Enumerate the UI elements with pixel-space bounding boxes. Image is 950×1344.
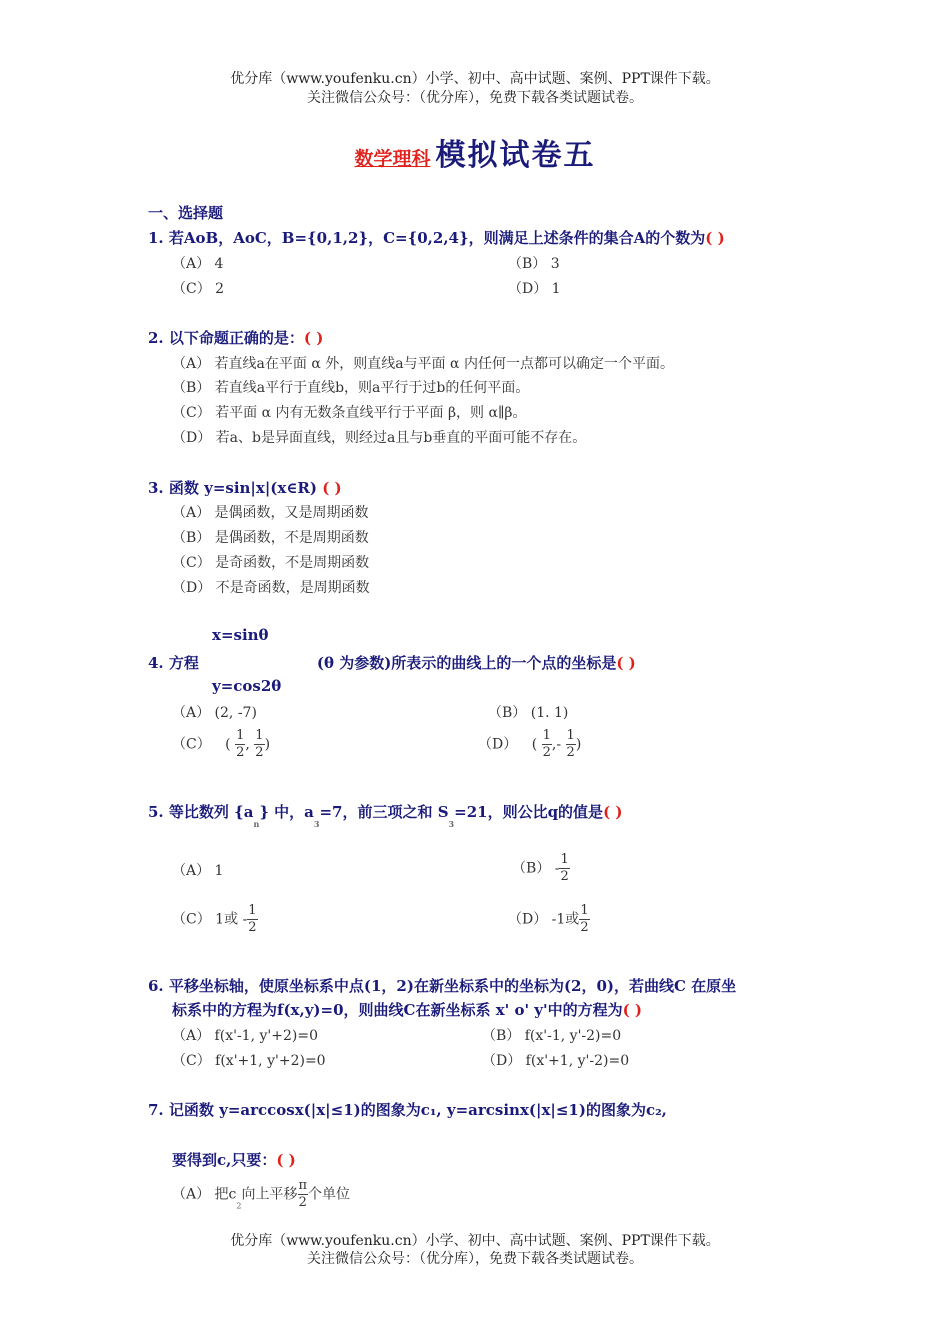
q2-option-c: （C） 若平面 α 内有无数条直线平行于平面 β，则 α∥β。 [172, 405, 527, 421]
q4-d-label: （D） [478, 736, 518, 753]
header-line-2: 关注微信公众号：（优分库），免费下载各类试题试卷。 [307, 90, 643, 106]
question-4 [148, 652, 636, 673]
q3-option-c: （C） 是奇函数，不是周期函数 [172, 555, 370, 571]
q4-option-c [172, 728, 270, 761]
q7-a-mid: 向上平移 [241, 1186, 298, 1203]
q3-stem: 3. 函数 y=sin|x|(x∈R) [148, 479, 317, 497]
q4-stem-b: (θ 为参数)所表示的曲线上的一个点的坐标是 [316, 654, 617, 672]
q5-stem-d: =21，则公比q的值是 [454, 803, 604, 821]
fraction [247, 903, 257, 936]
answer-blank: ( ) [276, 1151, 296, 1169]
subscript-3: 3 [448, 819, 455, 829]
answer-blank: ( ) [322, 479, 342, 497]
denominator: 2 [255, 745, 264, 760]
numerator: 1 [248, 903, 257, 918]
q7-a-post: 个单位 [308, 1186, 351, 1203]
denominator: 2 [236, 745, 245, 760]
fraction [542, 728, 552, 761]
q6-option-d: （D） f(x'+1, y'-2)=0 [482, 1053, 630, 1069]
subscript-3: 3 [313, 819, 320, 829]
answer-blank: ( ) [616, 654, 636, 672]
comma: , [551, 736, 557, 753]
numerator: π [298, 1178, 308, 1193]
title-main: 模拟试卷五 [435, 138, 596, 173]
q5-d-label: （D） -1或 [508, 911, 580, 928]
question-7-line-1: 7. 记函数 y=arccosx(|x|≤1)的图象为c₁, y=arcsinx(|x|≤1)的图象为c₂, [148, 1101, 667, 1119]
fraction [579, 903, 589, 936]
question-5 [148, 801, 622, 829]
q4-option-d [478, 728, 581, 761]
q5-stem-a: 5. 等比数列 {a [148, 803, 254, 821]
q5-option-c [172, 903, 258, 936]
denominator: 2 [560, 869, 569, 884]
minus-sign: - [556, 736, 562, 753]
q2-option-d: （D） 若a、b是异面直线，则经过a且与b垂直的平面可能不存在。 [172, 430, 587, 446]
numerator: 1 [560, 852, 569, 867]
footer-line-1: 优分库（www.youfenku.cn）小学、初中、高中试题、案例、PPT课件下载。 [230, 1233, 720, 1249]
q5-stem-c: =7，前三项之和 S [319, 803, 449, 821]
q5-option-a: （A） 1 [172, 863, 224, 879]
fraction [235, 728, 245, 761]
q5-c-label: （C） 1或 - [172, 911, 248, 928]
denominator: 2 [566, 745, 575, 760]
question-3 [148, 477, 342, 498]
q2-option-a: （A） 若直线a在平面 α 外，则直线a与平面 α 内任何一点都可以确定一个平面。 [172, 356, 674, 372]
answer-blank: ( ) [603, 803, 623, 821]
question-2 [148, 327, 323, 348]
q2-option-b: （B） 若直线a平行于直线b，则a平行于过b的任何平面。 [172, 380, 530, 396]
answer-blank: ( ) [303, 329, 324, 347]
denominator: 2 [298, 1195, 307, 1210]
fraction [254, 728, 264, 761]
q1-option-a: （A） 4 [172, 256, 224, 272]
q5-option-b [512, 852, 570, 885]
numerator: 1 [566, 728, 575, 743]
q1-option-d: （D） 1 [508, 281, 561, 297]
header-line-1: 优分库（www.youfenku.cn）小学、初中、高中试题、案例、PPT课件下载。 [230, 71, 720, 87]
q4-option-a: （A） (2, -7) [172, 705, 257, 721]
comma: , [245, 736, 250, 753]
numerator: 1 [255, 728, 264, 743]
q7-a-pre: （A） 把c [172, 1186, 237, 1203]
question-6-line-2 [172, 999, 642, 1020]
numerator: 1 [542, 728, 551, 743]
q6-option-c: （C） f(x'+1, y'+2)=0 [172, 1053, 326, 1069]
q2-stem: 2. 以下命题正确的是： [148, 329, 304, 347]
subscript-2: 2 [236, 1201, 242, 1211]
paren-left: ( [531, 736, 538, 753]
denominator: 2 [542, 745, 551, 760]
numerator: 1 [236, 728, 245, 743]
q3-option-b: （B） 是偶函数，不是周期函数 [172, 530, 369, 546]
q7-option-a [172, 1178, 350, 1211]
fraction [559, 852, 569, 885]
q7-stem-2: 要得到c,只要： [172, 1151, 277, 1169]
q3-option-a: （A） 是偶函数，又是周期函数 [172, 505, 369, 521]
section-heading: 一、选择题 [148, 204, 224, 222]
numerator: 1 [580, 903, 589, 918]
q1-stem: 1. 若AoB，AoC，B={0,1,2}，C={0,2,4}，则满足上述条件的集合A的个数为 [148, 229, 706, 247]
q4-stem-a: 4. 方程 [148, 654, 199, 672]
fraction [298, 1178, 309, 1211]
question-1 [148, 227, 725, 248]
denominator: 2 [580, 920, 589, 935]
answer-blank: ( ) [622, 1001, 643, 1019]
q6-stem-2: 标系中的方程为f(x,y)=0，则曲线C在新坐标系 x' o' y'中的方程为 [172, 1001, 623, 1019]
q1-option-c: （C） 2 [172, 281, 225, 297]
title-subject: 数学理科 [354, 148, 431, 170]
q4-c-label: （C） [172, 736, 211, 753]
paren-right: ) [264, 736, 271, 753]
paren-right: ) [575, 736, 582, 753]
paren-left: ( [225, 736, 231, 753]
denominator: 2 [248, 920, 257, 935]
q4-equation-y: y=cos2θ [212, 677, 282, 695]
question-6-line-1: 6. 平移坐标轴，使原坐标系中点(1，2)在新坐标系中的坐标为(2，0)，若曲线C 在原坐 [148, 977, 737, 995]
q6-option-b: （B） f(x'-1, y'-2)=0 [482, 1028, 622, 1044]
page-title [0, 130, 950, 174]
q6-option-a: （A） f(x'-1, y'+2)=0 [172, 1028, 318, 1044]
q4-option-b: （B） (1. 1) [488, 705, 569, 721]
answer-blank: ( ) [705, 229, 725, 247]
fraction [566, 728, 576, 761]
q4-equation-x: x=sinθ [212, 626, 269, 644]
q5-option-d [508, 903, 590, 936]
q5-b-label: （B） - [512, 860, 560, 877]
q3-option-d: （D） 不是奇函数，是周期函数 [172, 580, 370, 596]
q5-stem-b: } 中，a [259, 803, 314, 821]
subscript-n: n [253, 819, 260, 829]
q1-option-b: （B） 3 [508, 256, 560, 272]
footer-line-2: 关注微信公众号：（优分库），免费下载各类试题试卷。 [307, 1251, 643, 1267]
question-7-line-2 [172, 1149, 296, 1170]
